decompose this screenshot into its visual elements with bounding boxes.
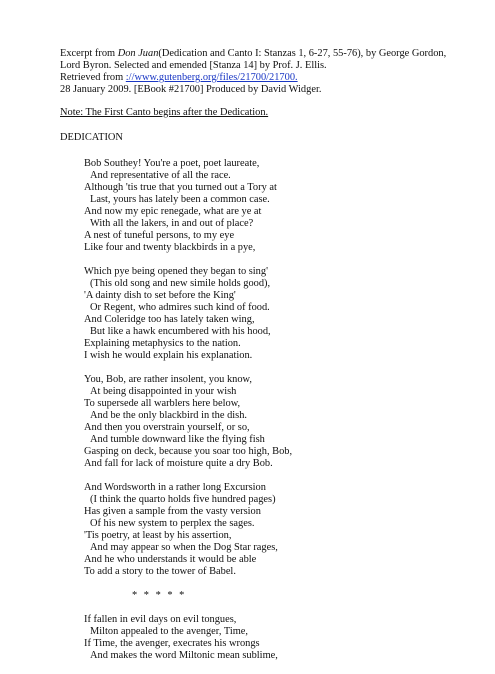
poem-line: And then you overstrain yourself, or so,	[84, 422, 250, 433]
poem-line: And may appear so when the Dog Star rages,	[90, 542, 278, 553]
final-stanza	[84, 614, 484, 662]
poem-line: To add a story to the tower of Babel.	[84, 566, 236, 577]
header-line-3	[60, 72, 440, 84]
header-prefix: Excerpt from	[60, 48, 118, 59]
poem-line: If fallen in evil days on evil tongues,	[84, 614, 237, 625]
poem-line: And now my epic renegade, what are ye at	[84, 206, 262, 217]
work-title: Don Juan	[117, 48, 159, 59]
gutenberg-link[interactable]: ://www.gutenberg.org/files/21700/21700.	[125, 72, 298, 83]
stanza	[84, 266, 484, 362]
header-line-4: 28 January 2009. [EBook #21700] Produced by David Widger.	[60, 84, 322, 95]
poem-line: Or Regent, who admires such kind of food.	[90, 302, 270, 313]
poem-line: If Time, the avenger, execrates his wrongs	[84, 638, 260, 649]
poem-line: Of his new system to perplex the sages.	[90, 518, 255, 529]
poem-line: You, Bob, are rather insolent, you know,	[84, 374, 252, 385]
header-work-details: (Dedication and Canto I: Stanzas 1, 6-27, 55-76), by George Gordon,	[158, 48, 447, 59]
header-line-1	[60, 48, 447, 60]
retrieved-label: Retrieved from	[60, 72, 126, 83]
poem-line: But like a hawk encumbered with his hood,	[90, 326, 271, 337]
poem-line: A nest of tuneful persons, to my eye	[84, 230, 235, 241]
poem-line: At being disappointed in your wish	[90, 386, 237, 397]
poem-line: I wish he would explain his explanation.	[84, 350, 253, 361]
poem-line: And fall for lack of moisture quite a dry Bob.	[84, 458, 273, 469]
poem-line: 'A dainty dish to set before the King'	[84, 290, 236, 301]
poem-line: And Coleridge too has lately taken wing,	[84, 314, 255, 325]
dedication-heading: DEDICATION	[60, 132, 123, 143]
poem-line: Last, yours has lately been a common case.	[90, 194, 270, 205]
poem-line: Has given a sample from the vasty version	[84, 506, 261, 517]
stanza	[84, 374, 484, 470]
poem-line: And tumble downward like the flying fish	[90, 434, 265, 445]
poem-line: Milton appealed to the avenger, Time,	[90, 626, 249, 637]
poem-line: Gasping on deck, because you soar too high, Bob,	[84, 446, 293, 457]
stanza	[84, 482, 484, 578]
poem-line: (I think the quarto holds five hundred pages)	[90, 494, 276, 505]
poem-line: Bob Southey! You're a poet, poet laureate,	[84, 158, 260, 169]
poem-line: (This old song and new simile holds good),	[90, 278, 271, 289]
poem-body	[84, 158, 484, 674]
poem-line: And be the only blackbird in the dish.	[90, 410, 247, 421]
poem-line: And Wordsworth in a rather long Excursion	[84, 482, 266, 493]
poem-line: Although 'tis true that you turned out a Tory at	[84, 182, 277, 193]
poem-line: And makes the word Miltonic mean sublime,	[90, 650, 278, 661]
stanza	[84, 158, 484, 254]
poem-line: Explaining metaphysics to the nation.	[84, 338, 241, 349]
poem-line: 'Tis poetry, at least by his assertion,	[84, 530, 232, 541]
poem-line: To supersede all warblers here below,	[84, 398, 241, 409]
poem-line: Which pye being opened they began to sing'	[84, 266, 268, 277]
first-canto-note: Note: The First Canto begins after the Dedication.	[60, 107, 269, 118]
poem-line: And he who understands it would be able	[84, 554, 257, 565]
poem-line: Like four and twenty blackbirds in a pye,	[84, 242, 256, 253]
poem-line: With all the lakers, in and out of place?	[90, 218, 254, 229]
source-header	[60, 48, 447, 96]
poem-line: And representative of all the race.	[90, 170, 231, 181]
header-line-2: Lord Byron. Selected and emended [Stanza 14] by Prof. J. Ellis.	[60, 60, 327, 71]
stanza-separator: * * * * *	[132, 590, 187, 601]
stanza-list	[84, 158, 484, 578]
